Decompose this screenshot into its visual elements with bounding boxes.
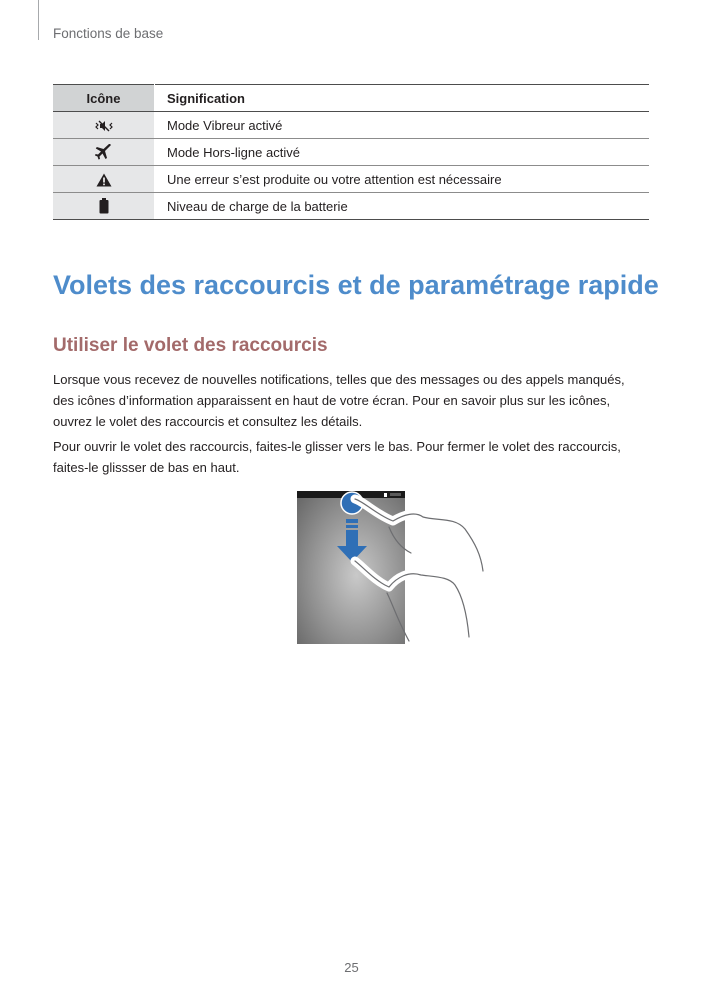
warning-icon bbox=[96, 173, 112, 187]
column-header-icon: Icône bbox=[53, 85, 155, 112]
table-row bbox=[53, 193, 649, 220]
table-cell-meaning: Mode Vibreur activé bbox=[155, 112, 650, 139]
battery-icon bbox=[99, 198, 109, 214]
table-row bbox=[53, 139, 649, 166]
section-title: Volets des raccourcis et de paramétrage rapide bbox=[53, 270, 659, 300]
table-cell-meaning: Une erreur s’est produite ou votre attention est nécessaire bbox=[155, 166, 650, 193]
column-header-meaning: Signification bbox=[155, 85, 650, 112]
page-number: 25 bbox=[344, 960, 359, 975]
table-header-row bbox=[53, 85, 649, 112]
icon-meaning-table bbox=[53, 84, 649, 220]
swipe-down-illustration bbox=[297, 491, 487, 644]
table-cell-meaning: Niveau de charge de la batterie bbox=[155, 193, 650, 220]
body-paragraph: Pour ouvrir le volet des raccourcis, faites-le glisser vers le bas. Pour fermer le volet des raccourcis, faites-le glissser de bas en haut. bbox=[53, 439, 621, 475]
page-edge-line bbox=[38, 0, 39, 40]
table-cell-meaning: Mode Hors-ligne activé bbox=[155, 139, 650, 166]
table-row bbox=[53, 166, 649, 193]
table-row bbox=[53, 112, 649, 139]
running-header: Fonctions de base bbox=[53, 26, 164, 41]
vibrate-icon bbox=[94, 119, 114, 133]
airplane-icon bbox=[95, 144, 113, 160]
subsection-title: Utiliser le volet des raccourcis bbox=[53, 335, 328, 356]
body-paragraph: Lorsque vous recevez de nouvelles notifications, telles que des messages ou des appels manqués, des icônes d’information apparaissent en haut de votre écran. Pour en savoir plus sur les icônes, ouvrez le volet des raccourcis et consultez les détails. bbox=[53, 372, 625, 429]
